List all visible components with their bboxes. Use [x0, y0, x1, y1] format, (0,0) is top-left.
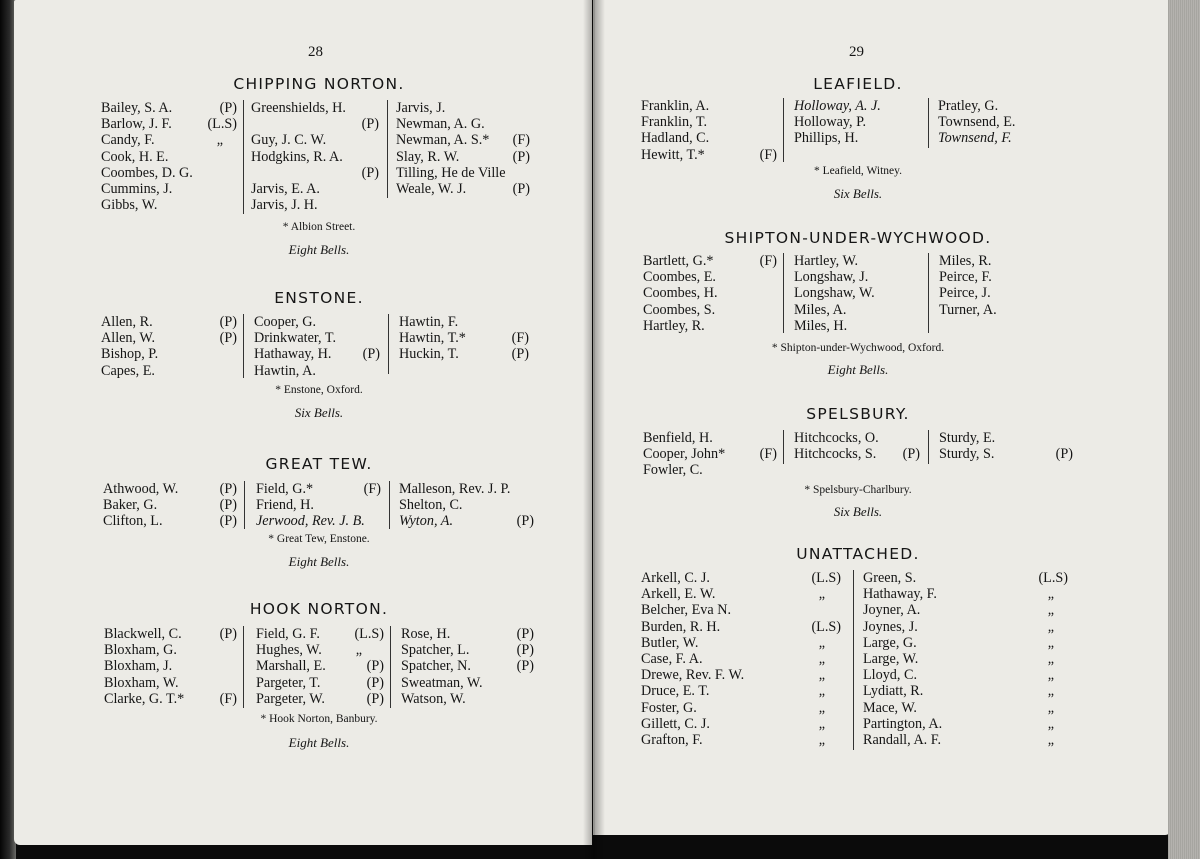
- section-heading-hook-norton: HOOK NORTON.: [249, 600, 389, 618]
- shipton-col-3: Miles, R. Peirce, F. Peirce, J. Turner, A.: [939, 253, 997, 318]
- column-divider: [244, 481, 245, 529]
- footnote: * Enstone, Oxford.: [275, 384, 363, 396]
- bells-count: Eight Bells.: [288, 735, 350, 750]
- footnote: * Spelsbury-Charlbury.: [804, 484, 912, 496]
- column-divider: [928, 430, 929, 464]
- chipping-norton-col-3: Jarvis, J. Newman, A. G. Newman, A. S.* (F) Slay, R. W. (P) Tilling, He de Ville Weale, W. J. (P): [396, 100, 530, 197]
- shipton-col-2: Hartley, W. Longshaw, J. Longshaw, W. Miles, A. Miles, H.: [794, 253, 875, 334]
- column-divider: [388, 314, 389, 374]
- right-page: [593, 0, 1171, 835]
- great-tew-col-1: Athwood, W. (P) Baker, G. (P) Clifton, L. (P): [103, 481, 237, 530]
- page-number: 29: [849, 44, 864, 60]
- section-heading-unattached: UNATTACHED.: [796, 545, 920, 563]
- unattached-col-2: Green, S. (L.S) Hathaway, F. „ Joyner, A. „ Joynes, J. „ Large, G. „ Large, W. „ Lloyd, C. „ Lydiatt, R. „ Mace, W. „ Partington, A. „ Randall, A. F. „: [863, 570, 1068, 748]
- column-divider: [928, 98, 929, 148]
- shipton-col-1: Bartlett, G.* (F) Coombes, E. Coombes, H. Coombes, S. Hartley, R.: [643, 253, 777, 334]
- footnote: * Albion Street.: [282, 221, 356, 233]
- footnote: * Great Tew, Enstone.: [268, 533, 370, 545]
- footnote: * Leafield, Witney.: [814, 165, 902, 177]
- spelsbury-col-1: Benfield, H. Cooper, John* (F) Fowler, C.: [643, 430, 777, 479]
- column-divider: [783, 98, 784, 162]
- leafield-col-3: Pratley, G. Townsend, E. Townsend, F.: [938, 98, 1016, 147]
- column-divider: [928, 253, 929, 333]
- section-heading-shipton-under-wychwood: SHIPTON-UNDER-WYCHWOOD.: [724, 229, 992, 247]
- footnote: * Shipton-under-Wychwood, Oxford.: [771, 342, 945, 354]
- section-heading-enstone: ENSTONE.: [274, 289, 364, 307]
- bells-count: Six Bells.: [833, 504, 883, 519]
- leafield-col-2: Holloway, A. J. Holloway, P. Phillips, H.: [794, 98, 881, 147]
- bells-count: Eight Bells.: [827, 362, 889, 377]
- book-page-edges-right: [1168, 0, 1200, 859]
- section-heading-great-tew: GREAT TEW.: [265, 455, 373, 473]
- hook-norton-col-2: Field, G. F. (L.S) Hughes, W. „ Marshall, E. (P) Pargeter, T. (P) Pargeter, W. (P): [256, 626, 384, 707]
- column-divider: [243, 626, 244, 708]
- enstone-col-3: Hawtin, F. Hawtin, T.* (F) Huckin, T. (P): [399, 314, 529, 363]
- section-heading-spelsbury: SPELSBURY.: [806, 405, 910, 423]
- great-tew-col-2: Field, G.* (F) Friend, H. Jerwood, Rev. J. B.: [256, 481, 381, 530]
- column-divider: [783, 430, 784, 464]
- leafield-col-1: Franklin, A. Franklin, T. Hadland, C. Hewitt, T.* (F): [641, 98, 777, 163]
- column-divider: [390, 626, 391, 708]
- unattached-col-1: Arkell, C. J. (L.S) Arkell, E. W. „ Belcher, Eva N. Burden, R. H. (L.S) Butler, W. „ Case, F. A. „ Drewe, Rev. F. W. „ Druce, E. T. „ Foster, G. „ Gillett, C. J. „ Grafton, F. „: [641, 570, 841, 748]
- footnote: * Hook Norton, Banbury.: [260, 713, 378, 725]
- chipping-norton-col-2: Greenshields, H. (P) Guy, J. C. W. Hodgkins, R. A. (P) Jarvis, E. A. Jarvis, J. H.: [251, 100, 379, 214]
- section-heading-chipping-norton: CHIPPING NORTON.: [233, 75, 405, 93]
- spelsbury-col-3: Sturdy, E. Sturdy, S. (P): [939, 430, 1073, 463]
- hook-norton-col-3: Rose, H. (P) Spatcher, L. (P) Spatcher, N. (P) Sweatman, W. Watson, W.: [401, 626, 534, 707]
- bells-count: Eight Bells.: [288, 554, 350, 569]
- section-heading-leafield: LEAFIELD.: [813, 75, 903, 93]
- bells-count: Six Bells.: [833, 186, 883, 201]
- bells-count: Eight Bells.: [288, 242, 350, 257]
- book-gutter-shadow: [583, 0, 605, 859]
- column-divider: [783, 253, 784, 333]
- column-divider: [387, 100, 388, 198]
- column-divider: [389, 481, 390, 529]
- bells-count: Six Bells.: [294, 405, 344, 420]
- enstone-col-1: Allen, R. (P) Allen, W. (P) Bishop, P. Capes, E.: [101, 314, 237, 379]
- left-page: [14, 0, 592, 845]
- hook-norton-col-1: Blackwell, C. (P) Bloxham, G. Bloxham, J. Bloxham, W. Clarke, G. T.* (F): [104, 626, 237, 707]
- great-tew-col-3: Malleson, Rev. J. P. Shelton, C. Wyton, A. (P): [399, 481, 534, 530]
- spelsbury-col-2: Hitchcocks, O. Hitchcocks, S. (P): [794, 430, 920, 463]
- chipping-norton-col-1: Bailey, S. A. (P) Barlow, J. F. (L.S) Candy, F. „ Cook, H. E. Coombes, D. G. Cummins, J. Gibbs, W.: [101, 100, 237, 214]
- column-divider: [243, 314, 244, 378]
- enstone-col-2: Cooper, G. Drinkwater, T. Hathaway, H. (P) Hawtin, A.: [254, 314, 380, 379]
- column-divider: [853, 570, 854, 750]
- column-divider: [243, 100, 244, 214]
- page-number: 28: [308, 44, 323, 60]
